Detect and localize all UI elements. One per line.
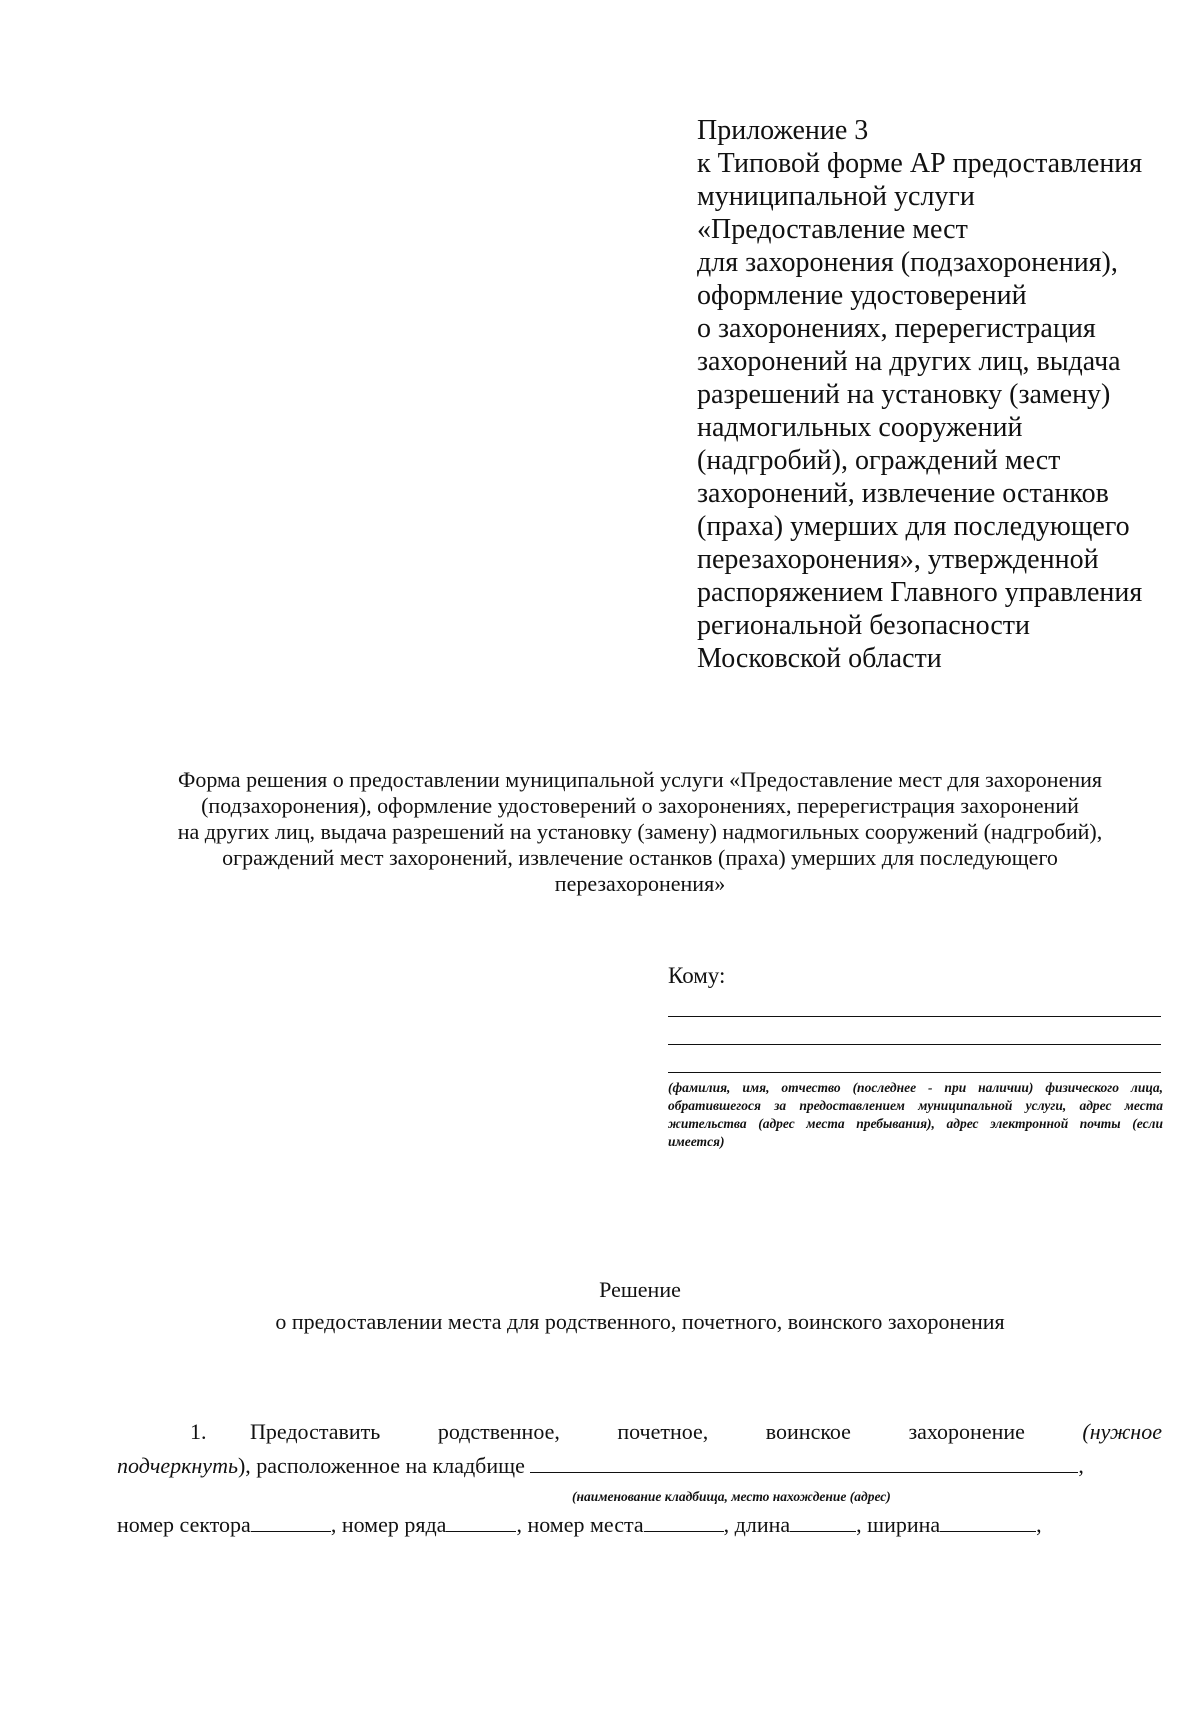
appendix-line: (надгробий), ограждений мест [697, 445, 1061, 476]
decision-title: Решение [599, 1277, 681, 1302]
row-field[interactable] [446, 1513, 516, 1532]
appendix-line: захоронений на других лиц, выдача [697, 346, 1121, 377]
form-title-line: (подзахоронения), оформление удостоверений о захоронениях, перерегистрация захоронений [201, 793, 1079, 818]
clause-cont: ), расположенное на кладбище [237, 1453, 525, 1478]
appendix-line: оформление удостоверений [697, 280, 1027, 311]
form-title [100, 767, 1180, 897]
width-label: , ширина [856, 1512, 941, 1537]
decision-subtitle: о предоставлении места для родственного, почетного, воинского захоронения [275, 1309, 1005, 1334]
appendix-line: Московской области [697, 643, 942, 674]
appendix-line: региональной безопасности [697, 610, 1030, 641]
end-comma: , [1036, 1512, 1042, 1537]
clause-hint-open: (нужное [1082, 1419, 1162, 1444]
cemetery-field[interactable] [530, 1454, 1078, 1473]
appendix-line: муниципальной услуги [697, 181, 975, 212]
clause-1 [117, 1418, 1162, 1480]
recipient-line-3[interactable] [668, 1072, 1161, 1073]
clause-word: захоронение [908, 1419, 1025, 1444]
clause-word: Предоставить [250, 1419, 381, 1444]
appendix-line: надмогильных сооружений [697, 412, 1023, 443]
place-field[interactable] [644, 1513, 724, 1532]
clause-1-line-1 [117, 1418, 1162, 1446]
appendix-line: распоряжением Главного управления [697, 577, 1143, 608]
appendix-line: захоронений, извлечение останков [697, 478, 1109, 509]
form-title-line: Форма решения о предоставлении муниципальной услуги «Предоставление мест для захоронения [177, 767, 1103, 792]
appendix-line: разрешений на установку (замену) [697, 379, 1111, 410]
clause-word: воинское [765, 1419, 851, 1444]
sector-field[interactable] [251, 1513, 331, 1532]
recipient-line-2[interactable] [668, 1044, 1161, 1045]
clause-1-line-2 [117, 1452, 1162, 1480]
form-title-line: перезахоронения» [554, 871, 726, 896]
clause-word: почетное, [617, 1419, 709, 1444]
recipient-line-1[interactable] [668, 1016, 1161, 1017]
length-label: , длина [723, 1512, 791, 1537]
appendix-line: о захоронениях, перерегистрация [697, 313, 1096, 344]
form-title-line: на других лиц, выдача разрешений на установку (замену) надмогильных сооружений (надгробий), [177, 819, 1103, 844]
recipient-label: Кому: [668, 963, 726, 988]
appendix-line: Приложение 3 [697, 115, 869, 146]
row-label: , номер ряда [330, 1512, 447, 1537]
clause-comma: , [1078, 1453, 1084, 1478]
cemetery-field-caption: (наименование кладбища, место нахождение (адрес) [572, 1489, 891, 1504]
appendix-line: (праха) умерших для последующего [697, 511, 1130, 542]
length-field[interactable] [790, 1513, 856, 1532]
appendix-line: перезахоронения», утвержденной [697, 544, 1099, 575]
clause-word: родственное, [437, 1419, 560, 1444]
sector-label: номер сектора [117, 1512, 251, 1537]
recipient-block [668, 962, 1168, 1149]
clause-hint-close: подчеркнуть [117, 1453, 238, 1478]
appendix-line: для захоронения (подзахоронения), [697, 247, 1118, 278]
appendix-header [697, 114, 1167, 675]
form-title-line: ограждений мест захоронений, извлечение останков (праха) умерших для последующего [222, 845, 1058, 870]
appendix-line: к Типовой форме АР предоставления [697, 148, 1143, 179]
place-label: , номер места [516, 1512, 644, 1537]
clause-number: 1. [190, 1419, 207, 1444]
width-field[interactable] [940, 1513, 1036, 1532]
clause-1-line-3 [117, 1511, 1167, 1539]
recipient-note: (фамилия, имя, отчество (последнее - при наличии) физического лица, обратившегося за предоставлением муниципальной услуги, адрес места жительства (адрес места пребывания), адрес электронной почты (если имеется) [668, 1080, 1163, 1149]
appendix-line: «Предоставление мест [697, 214, 968, 245]
